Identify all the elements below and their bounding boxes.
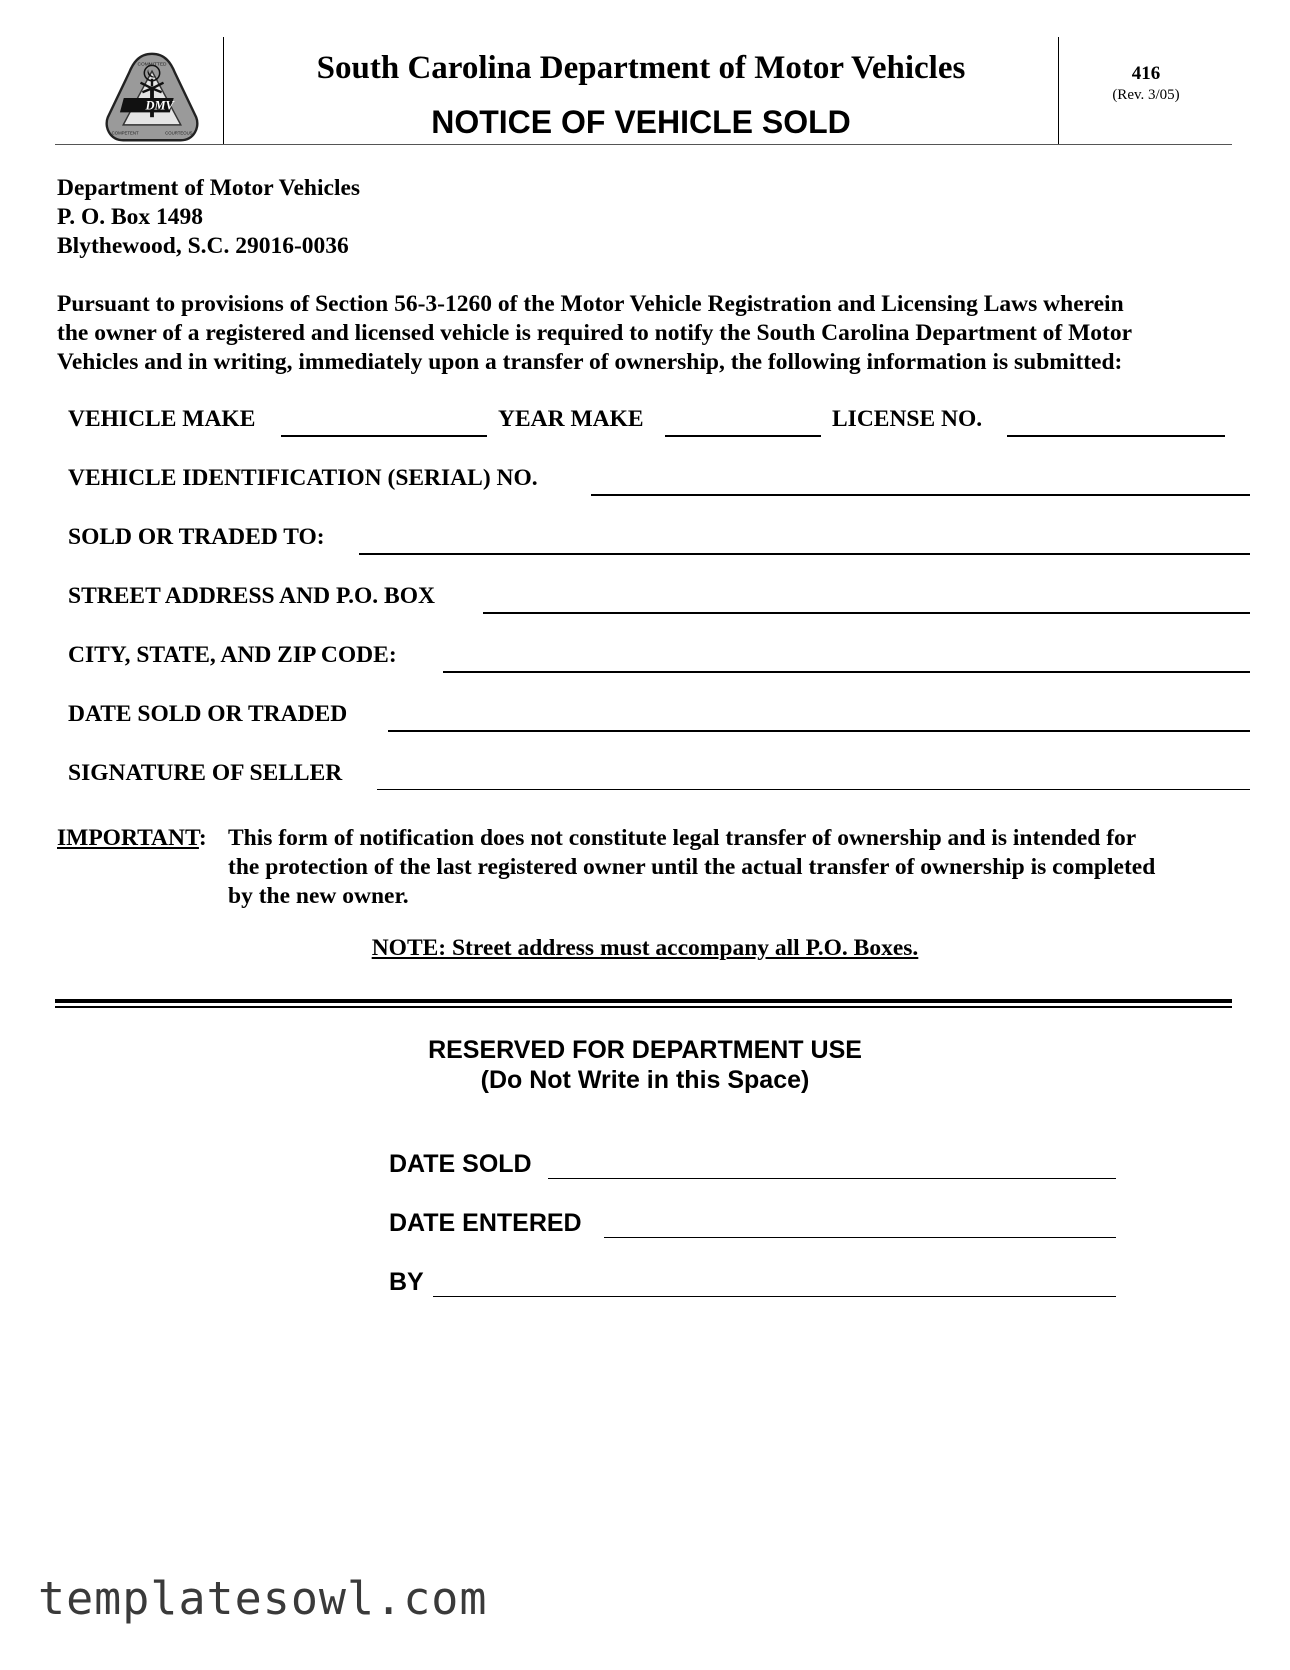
watermark-text: templatesowl.com [38, 1572, 488, 1625]
dept-by-label: BY [389, 1268, 424, 1296]
section-separator-thin [55, 1006, 1232, 1008]
svg-text:DMV: DMV [145, 98, 174, 113]
sold-to-label: SOLD OR TRADED TO: [68, 524, 325, 550]
vehicle-make-field[interactable] [281, 435, 487, 437]
po-box-note: NOTE: Street address must accompany all P.O. Boxes. [371, 935, 919, 961]
address-line: Blythewood, S.C. 29016-0036 [57, 233, 349, 259]
agency-title: South Carolina Department of Motor Vehicles [316, 50, 966, 86]
city-state-zip-field[interactable] [443, 671, 1250, 673]
street-address-field[interactable] [483, 612, 1250, 614]
important-heading [57, 824, 207, 853]
street-address-label: STREET ADDRESS AND P.O. BOX [68, 583, 435, 609]
license-no-field[interactable] [1007, 435, 1225, 437]
intro-line: Vehicles and in writing, immediately upon a transfer of ownership, the following information is submitted: [57, 349, 1123, 375]
dept-date-sold-label: DATE SOLD [389, 1150, 532, 1178]
intro-line: Pursuant to provisions of Section 56-3-1260 of the Motor Vehicle Registration and Licensing Laws wherein [57, 291, 1124, 317]
address-line: P. O. Box 1498 [57, 204, 204, 230]
important-line: This form of notification does not constitute legal transfer of ownership and is intended for [228, 825, 1137, 851]
department-use-title: RESERVED FOR DEPARTMENT USE [428, 1036, 862, 1064]
year-make-field[interactable] [665, 435, 821, 437]
mailing-address [57, 174, 360, 261]
year-make-label: YEAR MAKE [498, 406, 644, 432]
vehicle-make-label: VEHICLE MAKE [68, 406, 256, 432]
intro-line: the owner of a registered and licensed vehicle is required to notify the South Carolina Department of Motor [57, 320, 1133, 346]
city-state-zip-label: CITY, STATE, AND ZIP CODE: [68, 642, 397, 668]
form-number: 416 [1131, 63, 1161, 84]
vin-field[interactable] [591, 494, 1250, 496]
section-separator-thick [55, 999, 1232, 1003]
form-revision: (Rev. 3/05) [1112, 87, 1180, 103]
license-no-label: LICENSE NO. [832, 406, 983, 432]
department-use-subtitle: (Do Not Write in this Space) [480, 1066, 810, 1094]
svg-text:COURTEOUS: COURTEOUS [165, 130, 193, 136]
important-line: the protection of the last registered owner until the actual transfer of ownership is completed [228, 854, 1156, 880]
dept-date-sold-field [548, 1178, 1116, 1179]
sold-to-field[interactable] [359, 553, 1250, 555]
header-divider-right [1058, 37, 1059, 145]
signature-field[interactable] [377, 789, 1250, 790]
dept-date-entered-field [604, 1237, 1116, 1238]
important-line: by the new owner. [228, 883, 409, 909]
date-sold-label: DATE SOLD OR TRADED [68, 701, 348, 727]
dept-date-entered-label: DATE ENTERED [389, 1209, 582, 1237]
header-rule [55, 144, 1232, 145]
important-colon: : [198, 825, 207, 851]
form-title: NOTICE OF VEHICLE SOLD [431, 104, 851, 140]
important-text [228, 824, 1238, 911]
dept-by-field [433, 1296, 1116, 1297]
signature-label: SIGNATURE OF SELLER [68, 760, 343, 786]
svg-text:COMPETENT: COMPETENT [111, 130, 139, 136]
important-label: IMPORTANT [57, 825, 199, 851]
sc-dmv-seal-icon [104, 50, 200, 146]
vin-label: VEHICLE IDENTIFICATION (SERIAL) NO. [68, 465, 538, 491]
address-line: Department of Motor Vehicles [57, 175, 361, 201]
svg-text:COMMITTED: COMMITTED [137, 62, 167, 68]
date-sold-field[interactable] [388, 730, 1250, 732]
intro-paragraph [57, 290, 1257, 377]
